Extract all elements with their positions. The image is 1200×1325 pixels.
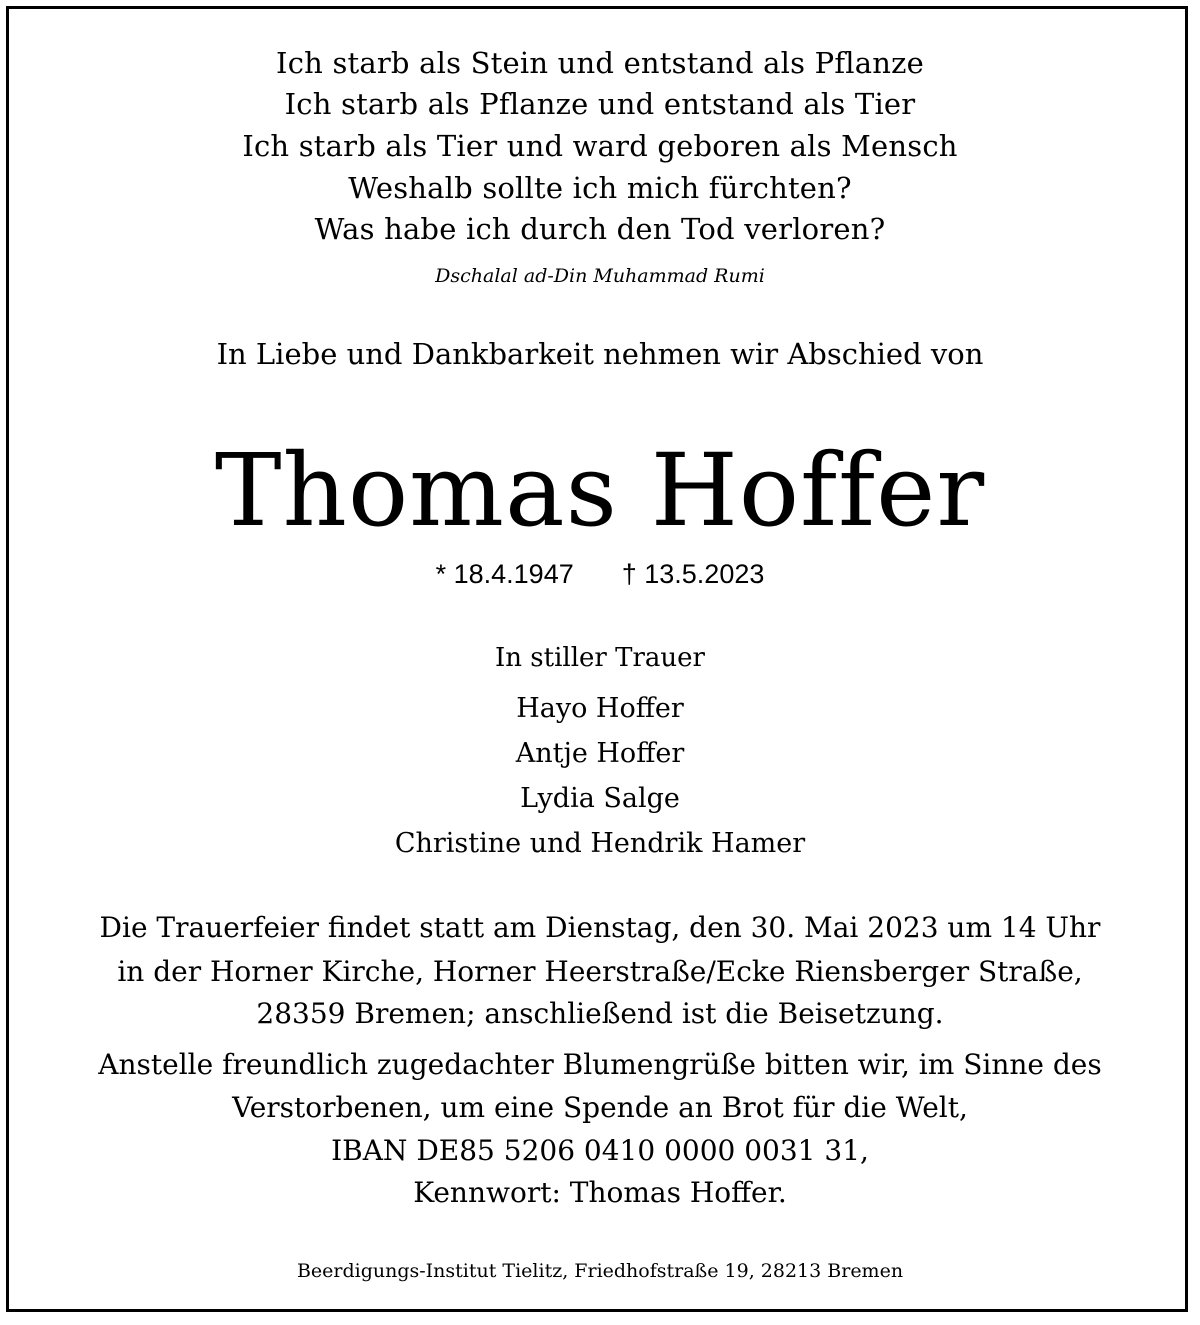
funeral-line-3: 28359 Bremen; anschließend ist die Beisetzung. [256,997,944,1030]
death-date: † 13.5.2023 [621,559,765,589]
birth-date: * 18.4.1947 [435,559,574,589]
donation-line-3: IBAN DE85 5206 0410 0000 0031 31, [331,1134,869,1167]
poem-line-1: Ich starb als Stein und entstand als Pflanze [276,46,924,80]
poem-line-2: Ich starb als Pflanze und entstand als Tier [284,87,916,121]
mourner-name: Lydia Salge [520,783,680,814]
poem-line-3: Ich starb als Tier und ward geboren als Mensch [242,129,958,163]
mourners-heading: In stiller Trauer [495,643,705,673]
mourner-name: Hayo Hoffer [516,693,684,724]
farewell-intro: In Liebe und Dankbarkeit nehmen wir Abschied von [216,337,984,371]
poem-line-4: Weshalb sollte ich mich fürchten? [348,171,852,205]
poem-author: Dschalal ad-Din Muhammad Rumi [435,265,765,287]
deceased-name: Thomas Hoffer [214,432,986,549]
donation-line-1: Anstelle freundlich zugedachter Blumengrüße bitten wir, im Sinne des [98,1048,1102,1081]
donation-line-2: Verstorbenen, um eine Spende an Brot für die Welt, [232,1091,968,1124]
donation-line-4: Kennwort: Thomas Hoffer. [413,1176,787,1209]
funeral-line-2: in der Horner Kirche, Horner Heerstraße/Ecke Riensberger Straße, [117,955,1083,988]
mourner-name: Christine und Hendrik Hamer [394,828,806,859]
poem-line-5: Was habe ich durch den Tod verloren? [314,212,886,246]
life-dates [0,558,1200,590]
funeral-home-footer: Beerdigungs-Institut Tielitz, Friedhofstraße 19, 28213 Bremen [296,1260,904,1282]
mourner-name: Antje Hoffer [515,738,685,769]
funeral-line-1: Die Trauerfeier findet statt am Dienstag, den 30. Mai 2023 um 14 Uhr [99,911,1101,944]
